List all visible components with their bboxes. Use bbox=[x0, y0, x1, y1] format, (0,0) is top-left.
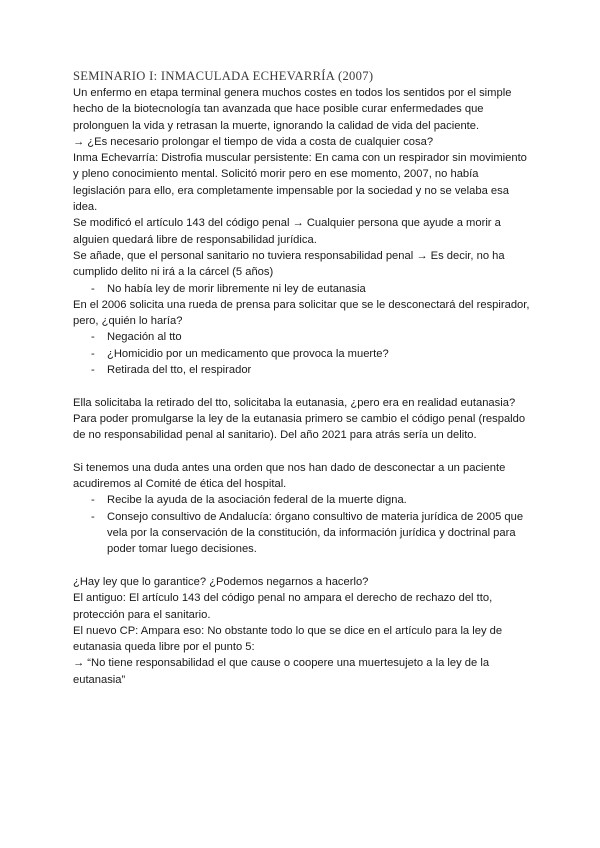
spacer bbox=[73, 444, 533, 460]
dash-bullet: - bbox=[91, 494, 95, 507]
dash-bullet: - bbox=[91, 347, 95, 360]
paragraph-rueda: En el 2006 solicita una rueda de prensa para solicitar que se le desconectará del respirador, pero, ¿quién lo haría? bbox=[73, 298, 530, 328]
paragraph-hay-ley: ¿Hay ley que lo garantice? ¿Podemos negarnos a hacerlo? bbox=[73, 575, 369, 588]
paragraph-solicitaba: Ella solicitaba la retirado del tto, solicitaba la eutanasia, ¿pero era en realidad eutanasia? Para poder promulgarse la ley de la eutanasia primero se cambio el código penal (respaldo de no responsabilidad penal al sanitario). Del año 2021 para atrás sería un delito. bbox=[73, 396, 526, 442]
spacer bbox=[73, 558, 533, 574]
list-item: - No había ley de morir libremente ni ley de eutanasia bbox=[91, 281, 533, 297]
paragraph-inma: Inma Echevarría: Distrofia muscular persistente: En cama con un respirador sin movimiento y pleno conocimiento mental. Solicitó morir pero en ese momento, 2007, no había legislación para ello, era completamente impensable por la sociedad y no se velaba esa idea. bbox=[73, 152, 527, 214]
paragraph-duda: Si tenemos una duda antes una orden que nos han dado de desconectar a un paciente acudiremos al Comité de ética del hospital. bbox=[73, 461, 506, 491]
paragraph-antiguo: El antiguo: El artículo 143 del código penal no ampara el derecho de rechazo del tto, protección para el sanitario. bbox=[73, 592, 493, 621]
list-comite bbox=[73, 492, 533, 557]
paragraph-sanitario: Se añade, que el personal sanitario no tuviera responsabilidad penal → Es decir, no ha cumplido delito ni irá a la cárcel (5 años) bbox=[73, 249, 505, 279]
list-options bbox=[73, 329, 533, 378]
paragraph-question: → ¿Es necesario prolongar el tiempo de vida a costa de cualquier cosa? bbox=[73, 135, 434, 148]
paragraph-article-143: Se modificó el artículo 143 del código penal → Cualquier persona que ayude a morir a alguien quedará libre de responsabilidad jurídica. bbox=[73, 217, 501, 246]
dash-bullet: - bbox=[91, 364, 95, 377]
paragraph-nuevo: El nuevo CP: Ampara eso: No obstante todo lo que se dice en el artículo para la ley de eutanasia queda libre por el punto 5: bbox=[73, 624, 503, 654]
dash-bullet: - bbox=[91, 331, 95, 344]
list-ley bbox=[73, 281, 533, 297]
paragraph-intro: Un enfermo en etapa terminal genera muchos costes en todos los sentidos por el simple hecho de la biotecnología tan avanzada que hace posible curar enfermedades que prolonguen la vida y retrasan la muerte, ignorando la calidad de vida del paciente. bbox=[73, 87, 512, 132]
list-item: - ¿Homicidio por un medicamento que provoca la muerte? bbox=[91, 346, 533, 362]
list-item: - Consejo consultivo de Andalucía: órgano consultivo de materia jurídica de 2005 que vela por la conservación de la constitución, da información jurídica y doctrinal para poder tomar luego decisiones. bbox=[91, 510, 524, 556]
list-item: - Recibe la ayuda de la asociación federal de la muerte digna. bbox=[91, 492, 533, 508]
spacer bbox=[73, 378, 533, 394]
dash-bullet: - bbox=[91, 510, 95, 523]
dash-bullet: - bbox=[91, 282, 95, 295]
document-page bbox=[73, 68, 533, 688]
document-title: SEMINARIO I: INMACULADA ECHEVARRÍA (2007) bbox=[73, 69, 374, 83]
list-item: - Negación al tto bbox=[91, 329, 533, 345]
list-item: - Retirada del tto, el respirador bbox=[91, 362, 533, 378]
paragraph-quote: → “No tiene responsabilidad el que cause o coopere una muertesujeto a la ley de la eutanasia” bbox=[73, 657, 490, 686]
